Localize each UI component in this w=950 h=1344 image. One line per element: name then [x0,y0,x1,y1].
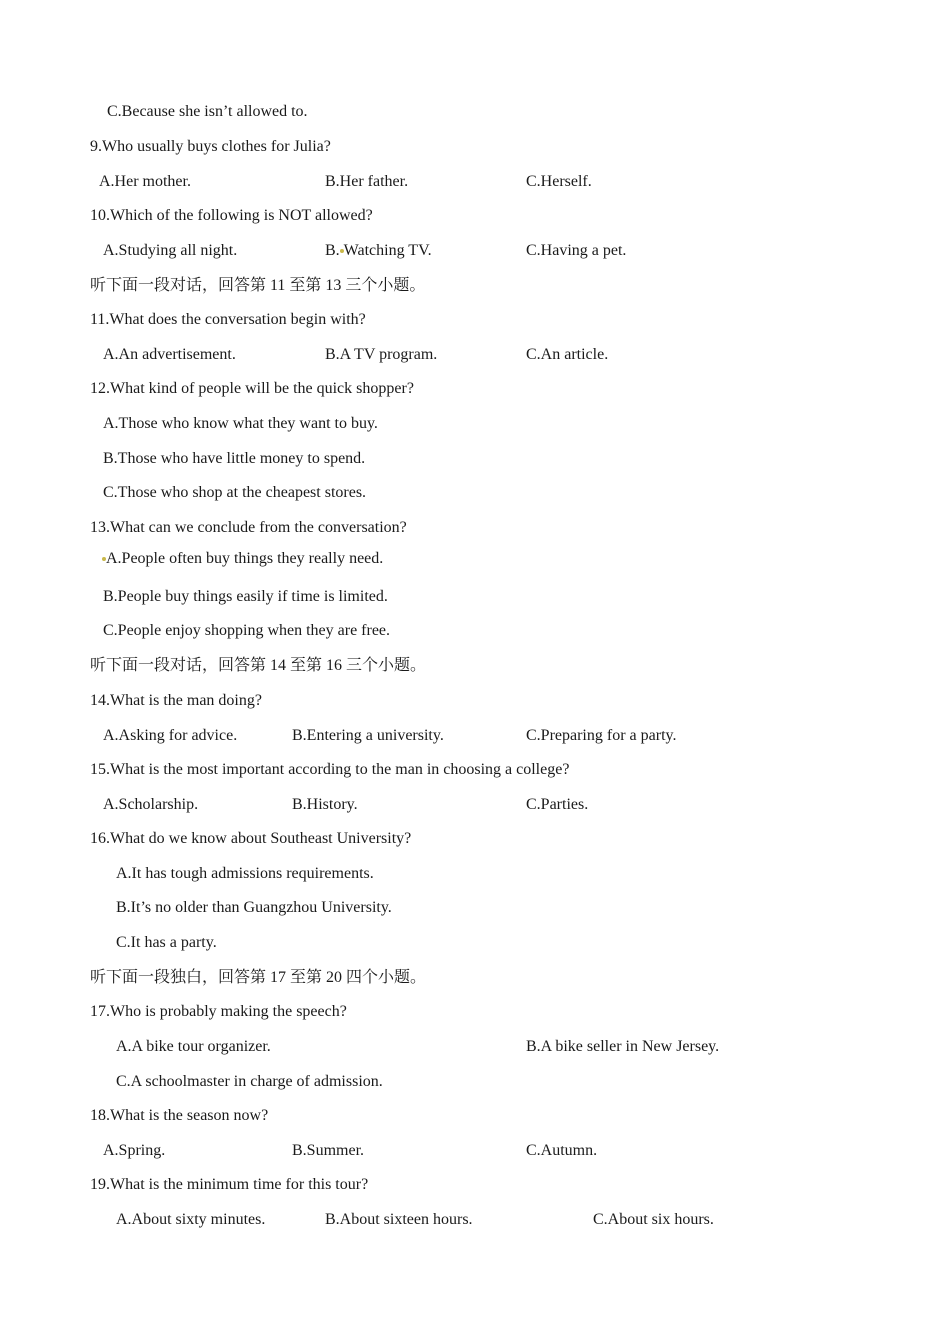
q16-question: 16.What do we know about Southeast University? [90,830,412,847]
q10-option-a: A.Studying all night. [103,242,238,259]
section-instruction-11-13: 听下面一段对话，回答第 11 至第 13 三个小题。 [90,277,426,294]
q13-option-a-text: A.People often buy things they really need. [106,550,384,567]
q10-question: 10.Which of the following is NOT allowed? [90,207,373,224]
q11-option-b: B.A TV program. [325,346,438,363]
q14-option-b: B.Entering a university. [292,727,444,744]
q18-question: 18.What is the season now? [90,1107,269,1124]
q17-question: 17.Who is probably making the speech? [90,1003,347,1020]
q12-option-b: B.Those who have little money to spend. [103,450,366,467]
q10-option-b [325,241,432,261]
q10-option-b-letter: B. [325,242,340,259]
q9-question: 9.Who usually buys clothes for Julia? [90,138,331,155]
q12-question: 12.What kind of people will be the quick shopper? [90,380,414,397]
q19-option-c: C.About six hours. [593,1211,714,1228]
q18-option-a: A.Spring. [103,1142,166,1159]
q8-option-c: C.Because she isn’t allowed to. [107,103,308,120]
q17-option-a: A.A bike tour organizer. [116,1038,271,1055]
q9-option-b: B.Her father. [325,173,409,190]
q14-question: 14.What is the man doing? [90,692,262,709]
q15-option-a: A.Scholarship. [103,796,199,813]
q9-option-a: A.Her mother. [99,173,191,190]
q14-option-a: A.Asking for advice. [103,727,238,744]
q17-option-c: C.A schoolmaster in charge of admission. [116,1073,383,1090]
q11-option-c: C.An article. [526,346,609,363]
q15-option-c: C.Parties. [526,796,589,813]
q15-option-b: B.History. [292,796,358,813]
q11-question: 11.What does the conversation begin with? [90,311,366,328]
q12-option-a: A.Those who know what they want to buy. [103,415,378,432]
section-instruction-14-16: 听下面一段对话，回答第 14 至第 16 三个小题。 [90,657,427,674]
q13-option-c: C.People enjoy shopping when they are free. [103,622,391,639]
q19-option-a: A.About sixty minutes. [116,1211,266,1228]
q19-option-b: B.About sixteen hours. [325,1211,473,1228]
q16-option-b: B.It’s no older than Guangzhou University. [116,899,392,916]
q16-option-a: A.It has tough admissions requirements. [116,865,374,882]
q17-option-b: B.A bike seller in New Jersey. [526,1038,720,1055]
section-instruction-17-20: 听下面一段独白，回答第 17 至第 20 四个小题。 [90,969,427,986]
q10-option-c: C.Having a pet. [526,242,627,259]
q18-option-b: B.Summer. [292,1142,365,1159]
q13-option-a [102,549,383,569]
q10-option-b-text: Watching TV. [343,242,432,259]
q12-option-c: C.Those who shop at the cheapest stores. [103,484,367,501]
q13-question: 13.What can we conclude from the conversation? [90,519,407,536]
q13-option-b: B.People buy things easily if time is limited. [103,588,388,605]
q14-option-c: C.Preparing for a party. [526,727,677,744]
q9-option-c: C.Herself. [526,173,592,190]
q11-option-a: A.An advertisement. [103,346,236,363]
q16-option-c: C.It has a party. [116,934,217,951]
q18-option-c: C.Autumn. [526,1142,598,1159]
q15-question: 15.What is the most important according to the man in choosing a college? [90,761,570,778]
q19-question: 19.What is the minimum time for this tour? [90,1176,369,1193]
